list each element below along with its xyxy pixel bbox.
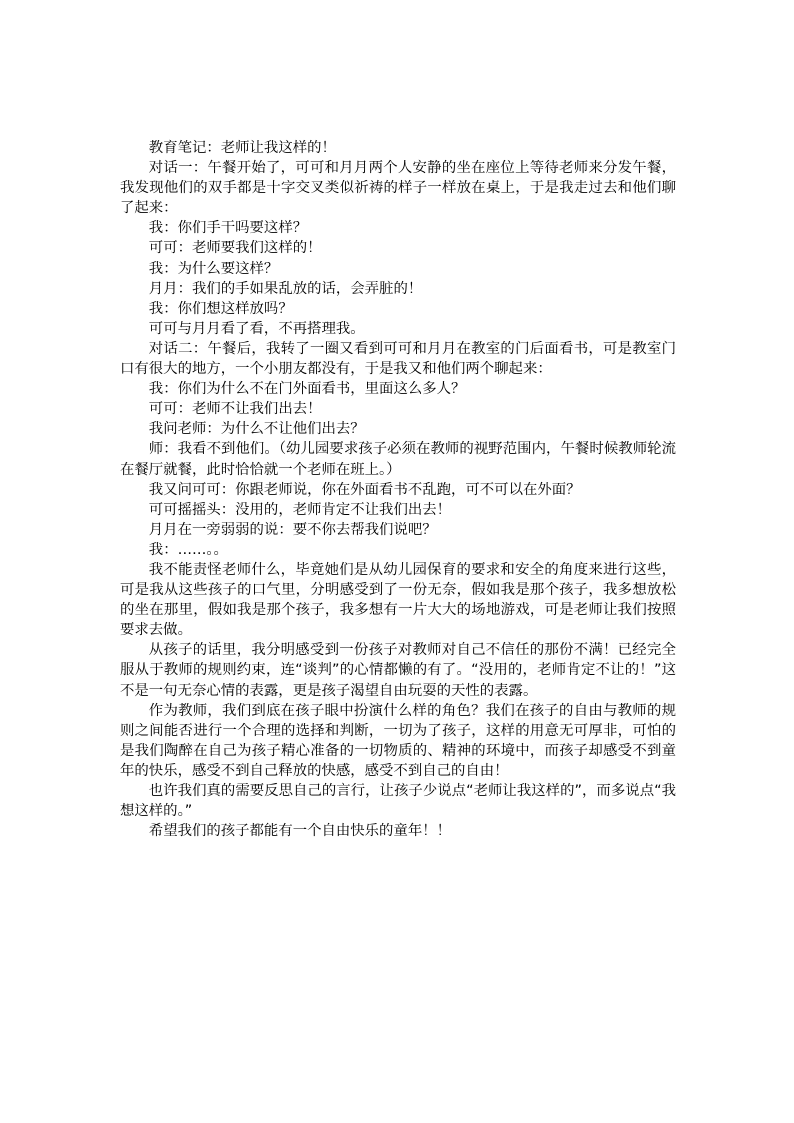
document-body [120,138,676,841]
paragraph: 我不能责怪老师什么，毕竟她们是从幼儿园保育的要求和安全的角度来进行这些，可是我从这些孩子的口气里，分明感受到了一份无奈，假如我是那个孩子，我多想放松的坐在那里，假如我是那个孩子，我多想有一片大大的场地游戏，可是老师让我们按照要求去做。 [120,561,676,639]
paragraph: 可可：老师要我们这样的！ [148,240,322,257]
paragraph: 可可：老师不让我们出去！ [148,401,322,418]
paragraph: 月月在一旁弱弱的说：要不你去帮我们说吧？ [148,521,437,538]
paragraph: 我：你们为什么不在门外面看书，里面这么多人？ [148,381,466,398]
paragraph: 我又问可可：你跟老师说，你在外面看书不乱跑，可不可以在外面？ [148,481,581,498]
paragraph: 月月：我们的手如果乱放的话，会弄脏的！ [148,280,423,297]
paragraph: 可可摇摇头：没用的，老师肯定不让我们出去！ [148,501,452,518]
paragraph: 我：你们想这样放吗？ [148,300,293,317]
document-title: 教育笔记：老师让我这样的！ [148,140,336,156]
paragraph: 对话二：午餐后，我转了一圈又看到可可和月月在教室的门后面看书，可是教室门口有很大的地方，一个小朋友都没有，于是我又和他们两个聊起来： [120,340,676,378]
paragraph: 我：为什么要这样？ [148,260,279,277]
paragraph: 可可与月月看了看，不再搭理我。 [148,320,365,337]
paragraph: 也许我们真的需要反思自己的言行，让孩子少说点“老师让我这样的”，而多说点“我想这样的。” [120,783,676,820]
paragraph: 对话一：午餐开始了，可可和月月两个人安静的坐在座位上等待老师来分发午餐，我发现他们的双手都是十字交叉类似祈祷的样子一样放在桌上，于是我走过去和他们聊了起来： [120,160,676,217]
paragraph: 希望我们的孩子都能有一个自由快乐的童年！！ [148,823,452,840]
paragraph: 我：你们手干吗要这样？ [148,220,308,237]
paragraph: 师：我看不到他们。（幼儿园要求孩子必须在教师的视野范围内，午餐时候教师轮流在餐厅就餐，此时恰恰就一个老师在班上。） [120,441,676,478]
paragraph: 我：……。。 [148,541,228,558]
paragraph: 我问老师：为什么不让他们出去？ [148,421,365,438]
paragraph: 作为教师，我们到底在孩子眼中扮演什么样的角色？我们在孩子的自由与教师的规则之间能否进行一个合理的选择和判断，一切为了孩子，这样的用意无可厚非，可怕的是我们陶醉在自己为孩子精心准备的一切物质的、精神的环境中，而孩子却感受不到童年的快乐，感受不到自己释放的快感，感受不到自己的自由！ [120,702,676,779]
paragraph: 从孩子的话里，我分明感受到一份孩子对教师对自己不信任的那份不满！已经完全服从于教师的规则约束，连“谈判”的心情都懒的有了。“没用的，老师肯定不让的！”这不是一句无奈心情的表露，更是孩子渴望自由玩耍的天性的表露。 [120,642,676,699]
